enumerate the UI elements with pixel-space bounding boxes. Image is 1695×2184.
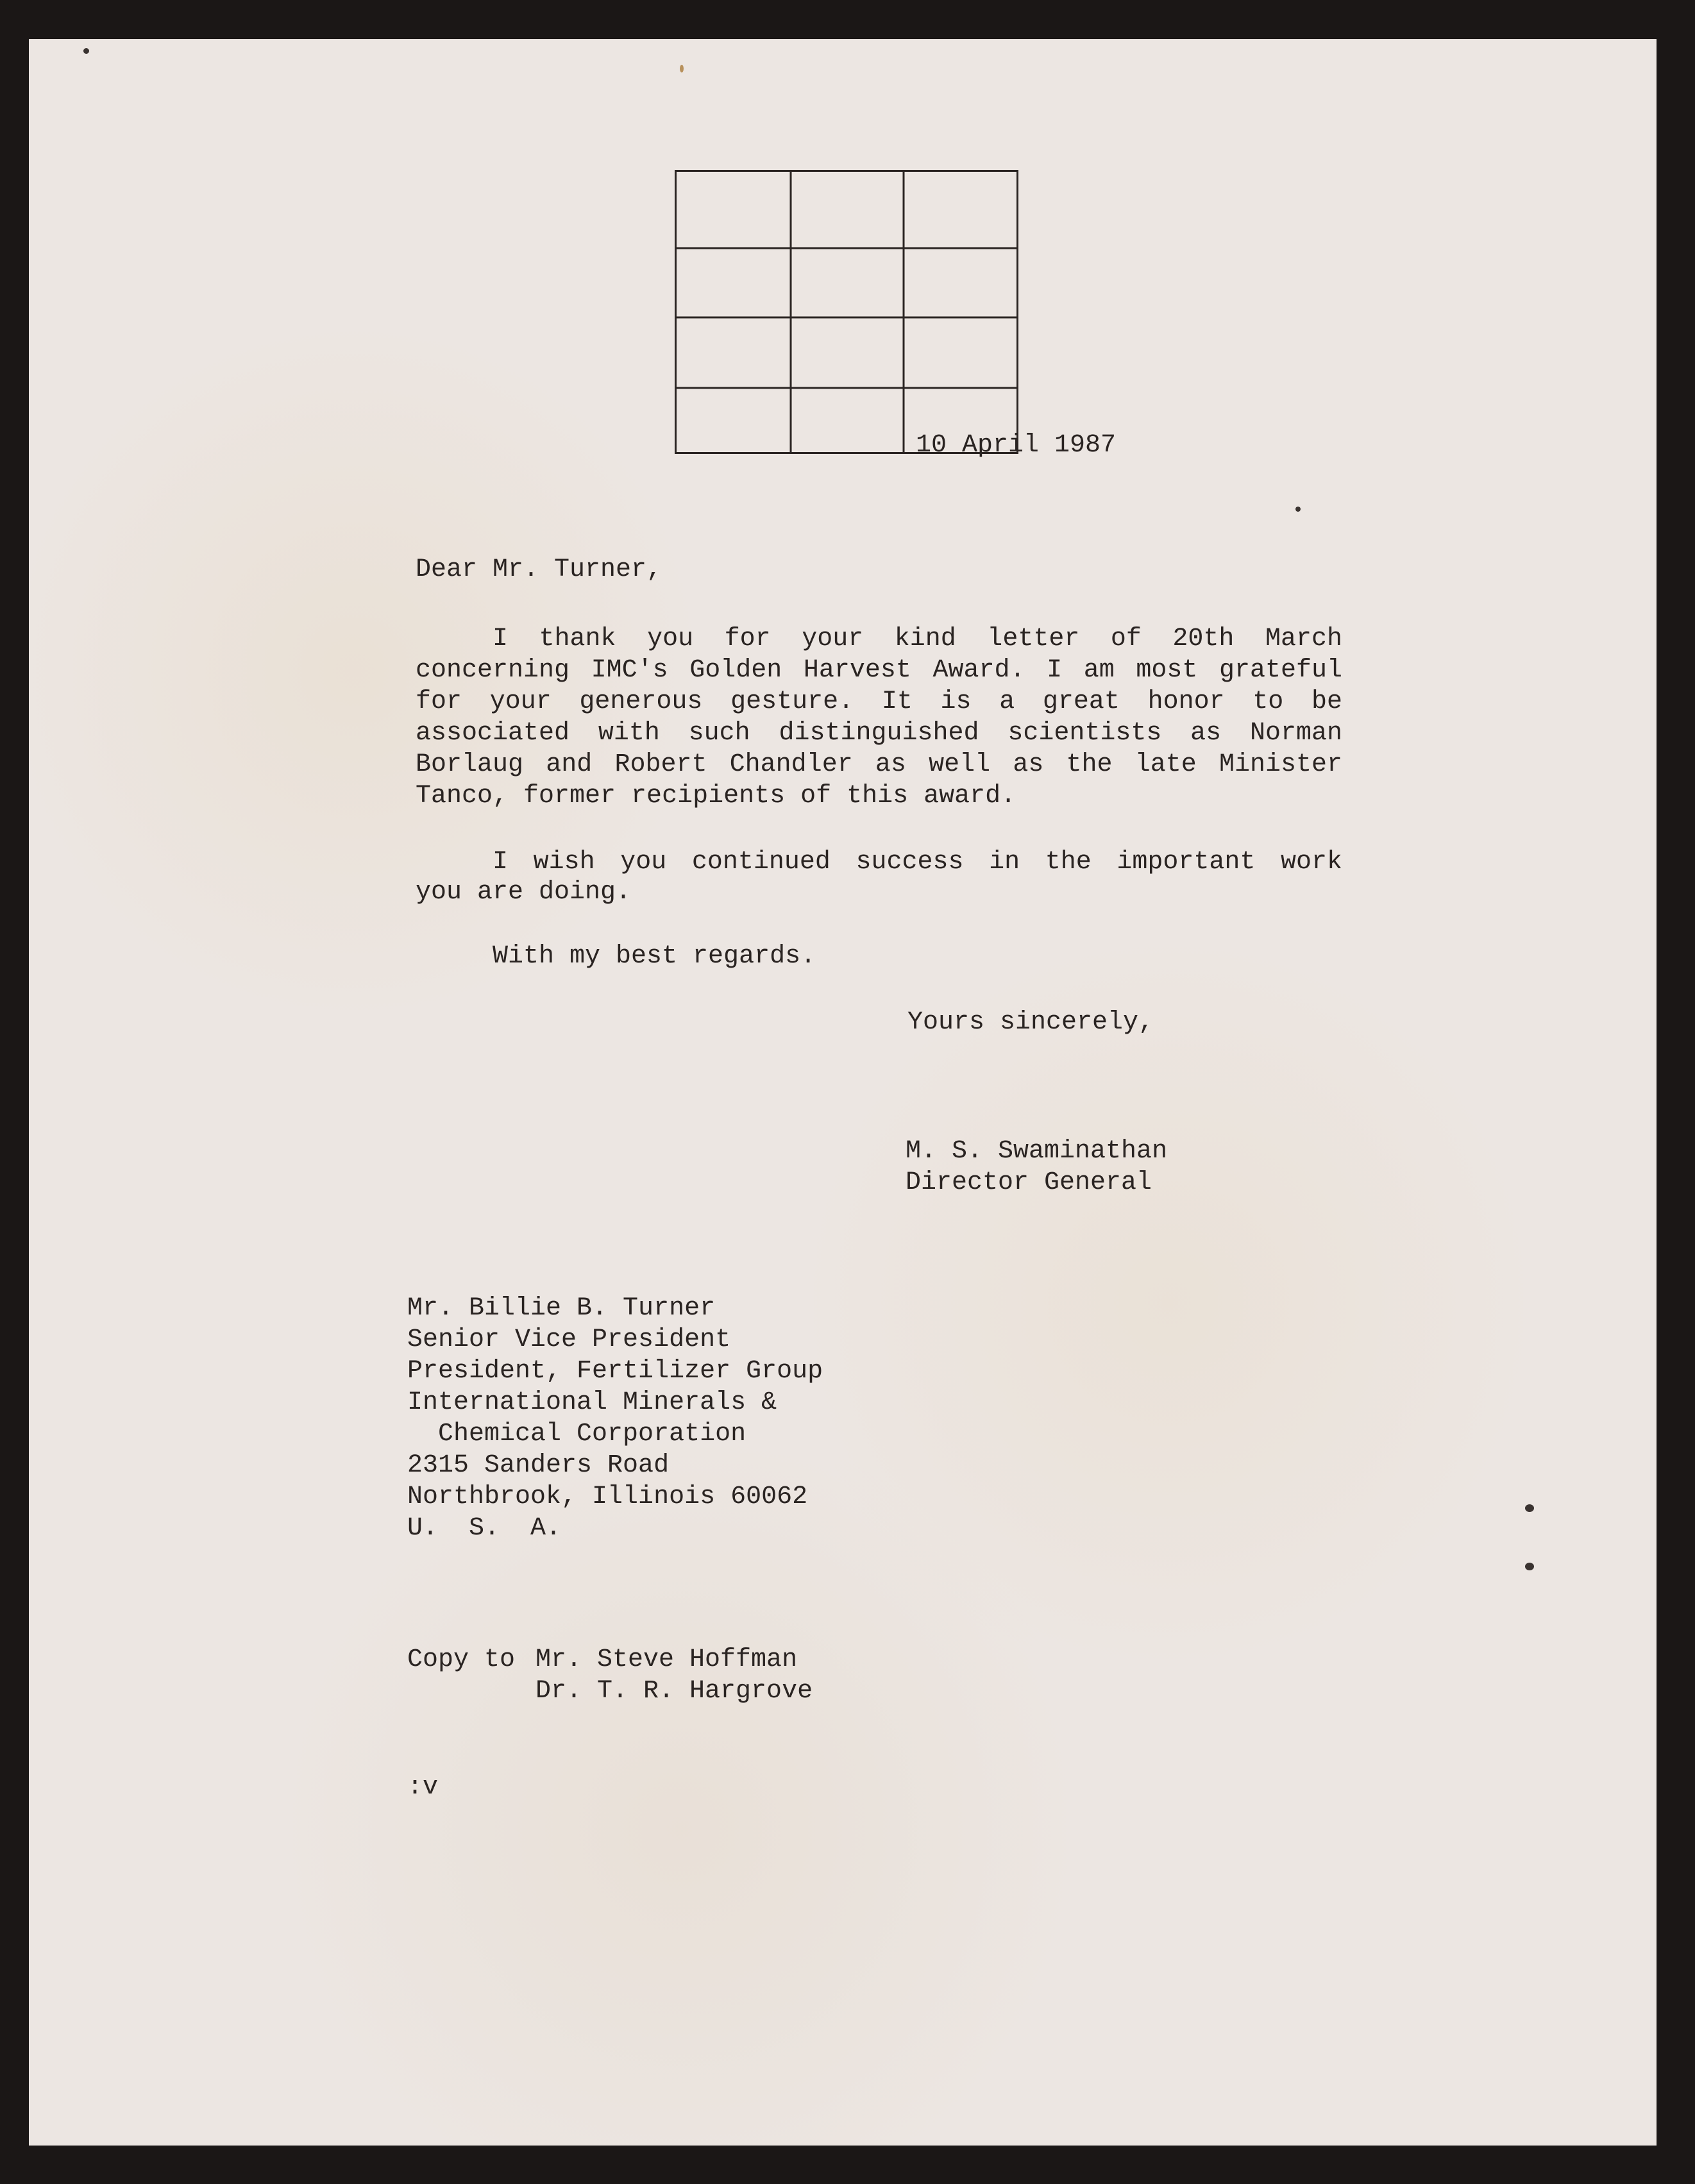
closing: Yours sincerely, (907, 1008, 1154, 1037)
signatory-name: M. S. Swaminathan (906, 1137, 1168, 1166)
address-line: 2315 Sanders Road (407, 1451, 670, 1480)
copy-to-recipient: Dr. T. R. Hargrove (535, 1677, 813, 1706)
address-line: Senior Vice President (407, 1325, 731, 1354)
paragraph-line: you are doing. (416, 878, 632, 907)
copy-to-label: Copy to (407, 1645, 516, 1674)
grid-outline (676, 171, 1018, 453)
address-line: U. S. A. (407, 1514, 562, 1543)
paragraph-line: concerning IMC's Golden Harvest Award. I am most grateful (416, 656, 1342, 685)
address-line: Chemical Corporation (407, 1420, 746, 1449)
signatory-title: Director General (906, 1168, 1152, 1197)
paragraph-line: I thank you for your kind letter of 20th March (493, 625, 1342, 653)
typist-initials: :v (407, 1773, 439, 1802)
letterhead-grid-box (675, 170, 1018, 454)
address-line: International Minerals & (407, 1388, 777, 1417)
salutation: Dear Mr. Turner, (416, 555, 662, 584)
paragraph-line: Tanco, former recipients of this award. (416, 782, 1016, 811)
regards-line: With my best regards. (493, 942, 816, 971)
paragraph-line: Borlaug and Robert Chandler as well as the late Minister (416, 750, 1342, 779)
paper-speck (680, 65, 684, 72)
copy-to-recipient: Mr. Steve Hoffman (535, 1645, 798, 1674)
paper-speck (83, 48, 89, 54)
address-line: Northbrook, Illinois 60062 (407, 1483, 808, 1511)
letter-date: 10 April 1987 (916, 431, 1117, 460)
paragraph-line: for your generous gesture. It is a great honor to be (416, 687, 1342, 716)
address-line: Mr. Billie B. Turner (407, 1294, 716, 1323)
address-line: President, Fertilizer Group (407, 1357, 823, 1386)
paragraph-line: I wish you continued success in the important work (493, 848, 1342, 877)
paragraph-line: associated with such distinguished scientists as Norman (416, 719, 1342, 748)
paper-speck (1295, 507, 1301, 512)
paper-speck (1525, 1563, 1534, 1570)
paper-speck (1525, 1504, 1534, 1512)
